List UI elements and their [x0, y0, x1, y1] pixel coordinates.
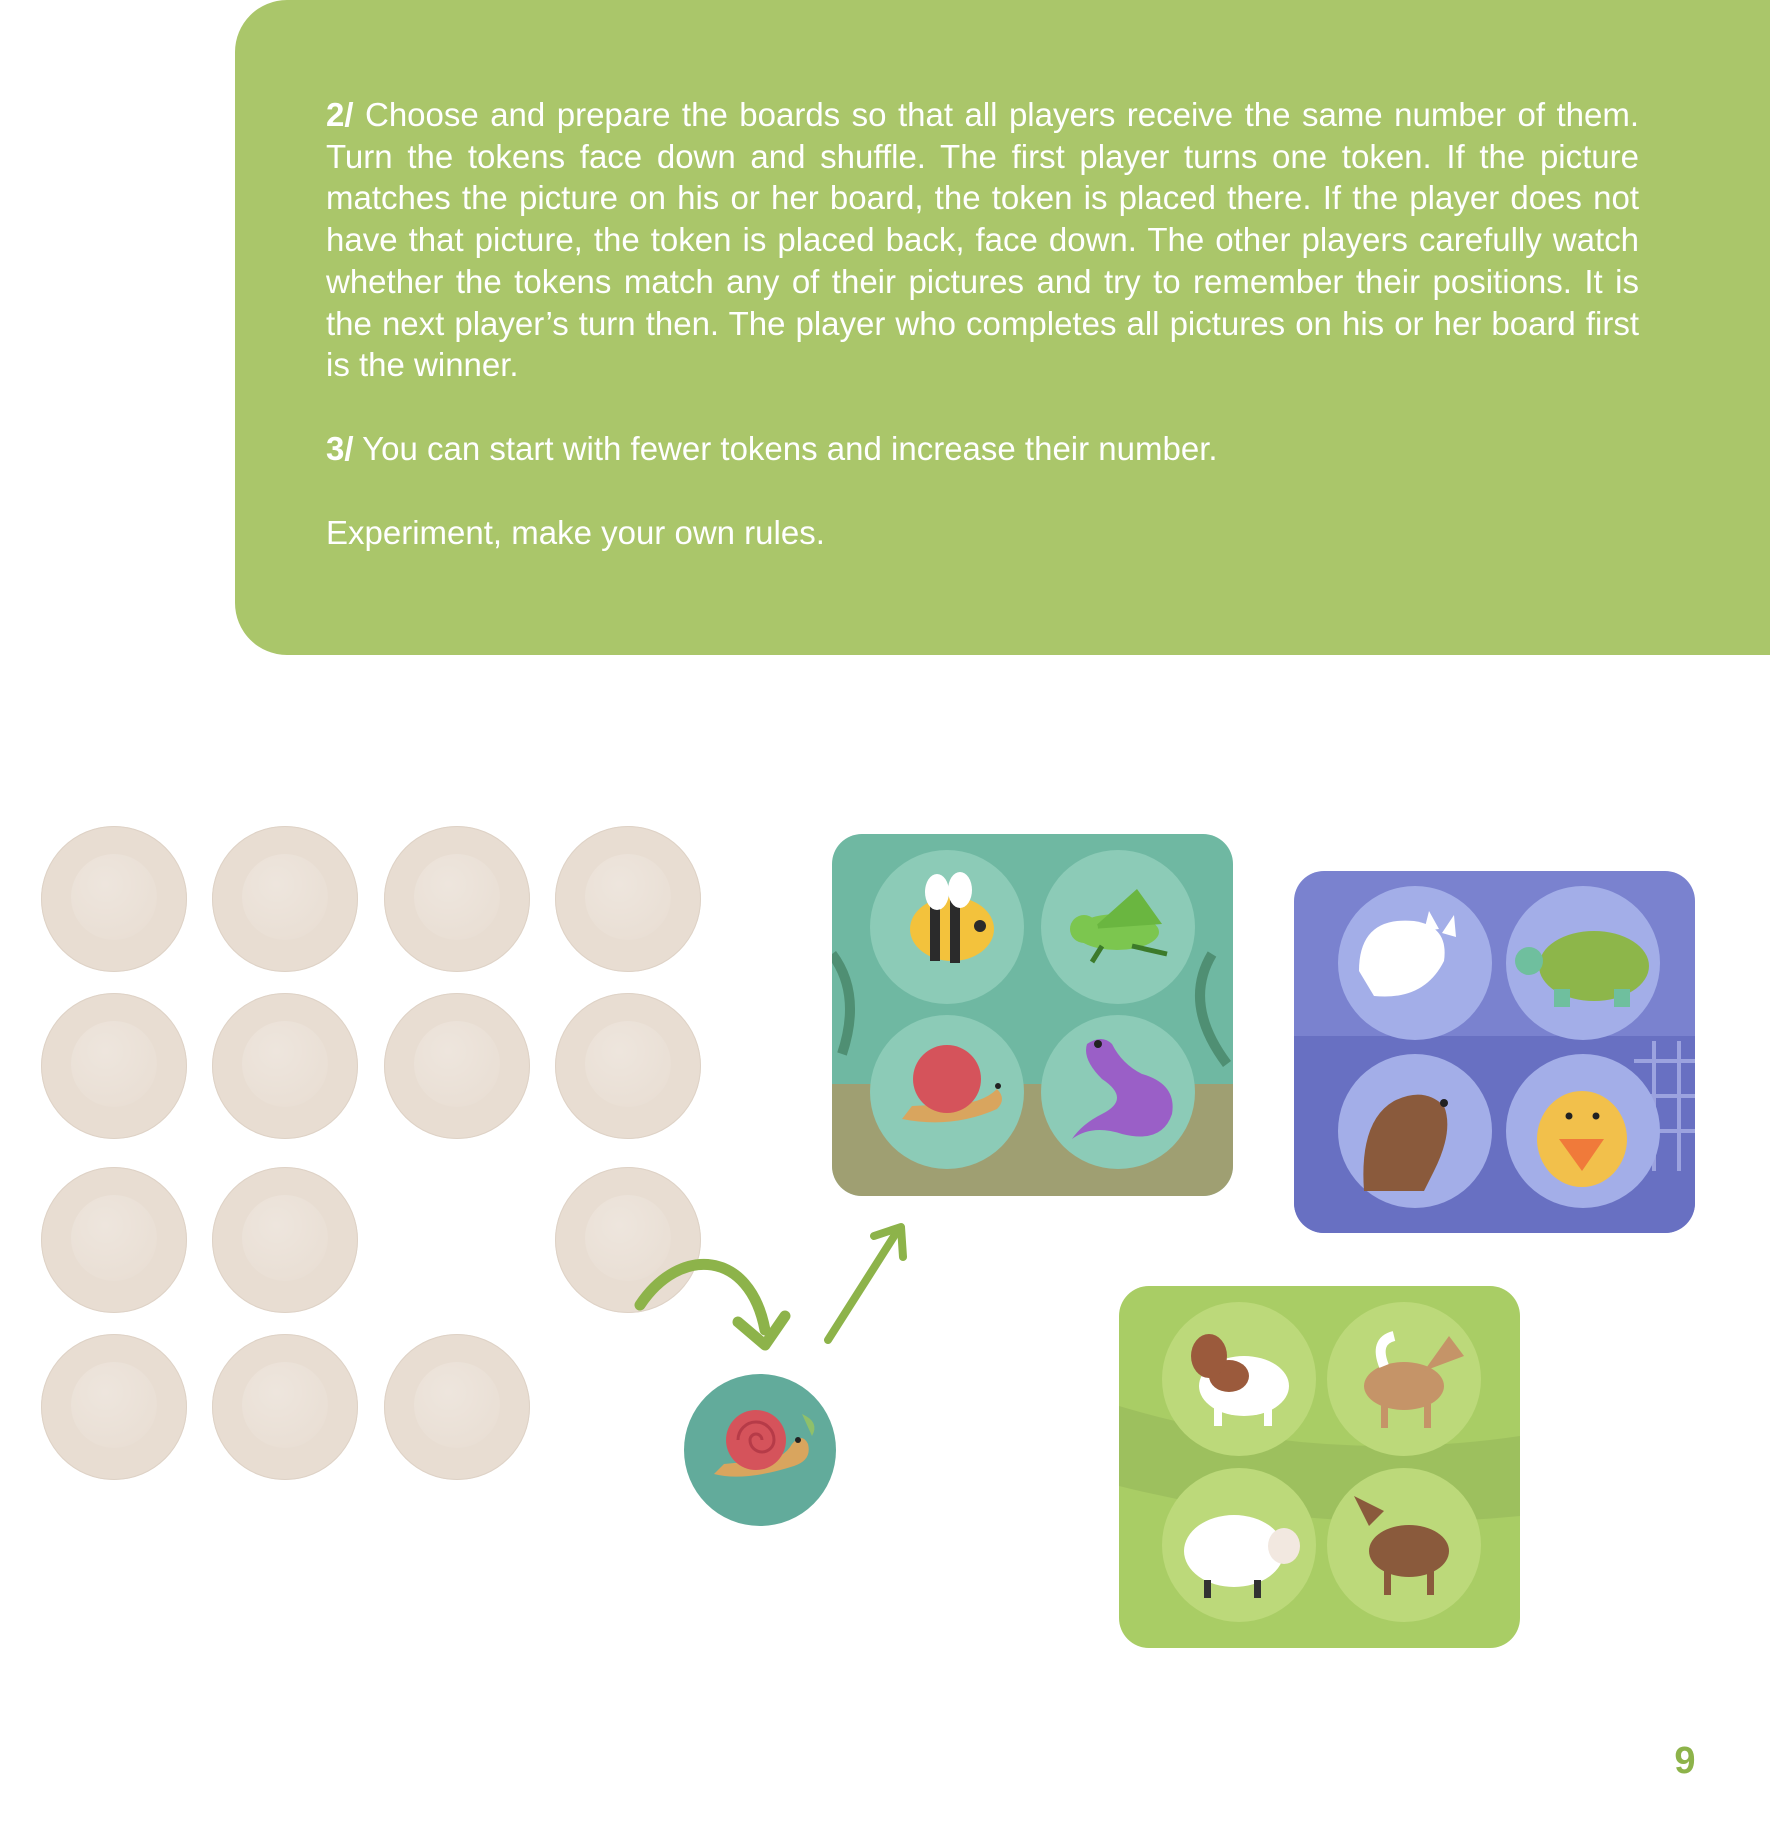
- rule-2-number: 2/: [326, 96, 354, 133]
- rule-experiment: Experiment, make your own rules.: [326, 513, 825, 551]
- face-down-token: [212, 1334, 358, 1480]
- revealed-snail-token: [684, 1374, 836, 1526]
- snail-shell-icon: [726, 1410, 786, 1470]
- hamster-icon: [1537, 1091, 1627, 1187]
- home-board: [1294, 871, 1695, 1233]
- face-down-token: [384, 826, 530, 972]
- face-down-token: [555, 826, 701, 972]
- face-down-token: [41, 1167, 187, 1313]
- rule-3-text: You can start with fewer tokens and increase their number.: [362, 429, 1218, 467]
- face-down-token: [41, 993, 187, 1139]
- face-down-token: [384, 1334, 530, 1480]
- face-down-token: [212, 826, 358, 972]
- rule-3: [326, 428, 1639, 470]
- face-down-token: [384, 993, 530, 1139]
- face-down-token: [212, 993, 358, 1139]
- arrows: [620, 1210, 920, 1360]
- instructions-text: [326, 94, 1639, 595]
- curved-arrow-icon: [640, 1264, 765, 1330]
- rule-3-number: 3/: [326, 429, 354, 467]
- face-down-token: [555, 993, 701, 1139]
- face-down-token: [212, 1167, 358, 1313]
- face-down-token: [41, 826, 187, 972]
- garden-board: [832, 834, 1233, 1196]
- rule-2: [326, 94, 1639, 386]
- face-down-token: [41, 1334, 187, 1480]
- page-number: 9: [1674, 1740, 1696, 1782]
- farm-board: [1119, 1286, 1520, 1648]
- diagonal-arrow-icon: [828, 1230, 898, 1340]
- rule-2-text: Choose and prepare the boards so that all players receive the same number of them. Turn the tokens face down and shuffle. The first player turns one token. If the picture matches the picture on his or her board, the token is placed there. If the player does not have that picture, the token is placed back, face down. The other players carefully watch whether the tokens match any of their pictures and try to remember their positions. It is the next player’s turn then. The player who completes all pictures on his or her board first is the winner.: [326, 96, 1639, 384]
